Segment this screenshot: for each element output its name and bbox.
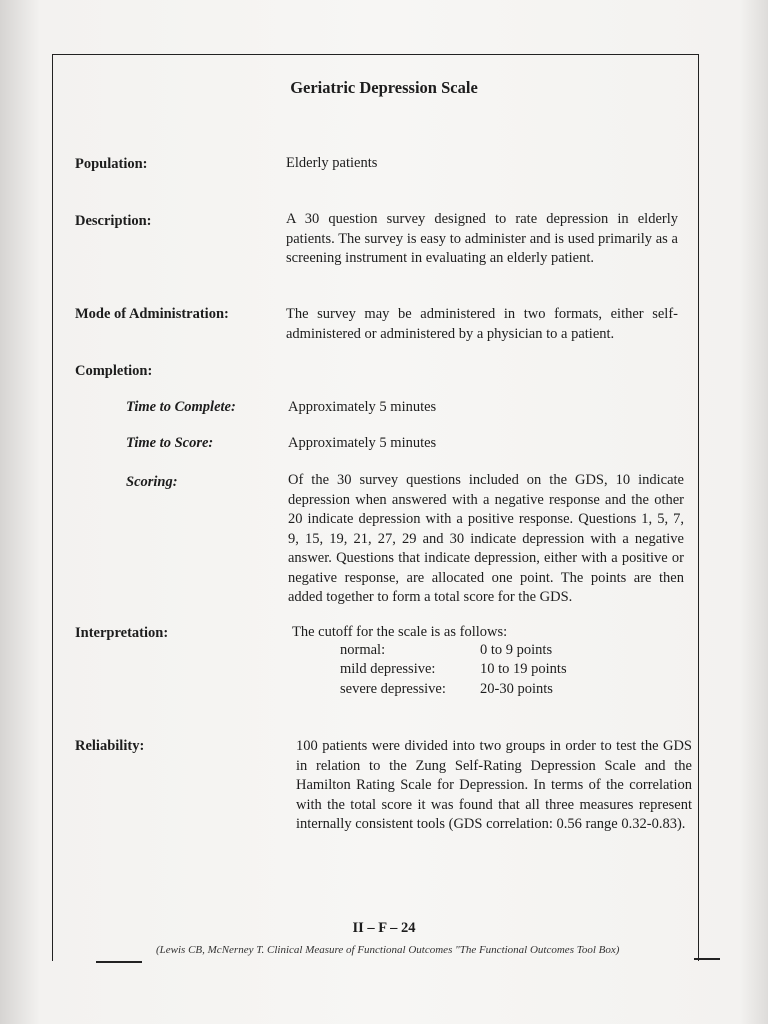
interpretation-category: mild depressive: bbox=[340, 661, 436, 677]
time-to-complete-label: Time to Complete: bbox=[126, 399, 236, 415]
interpretation-category: severe depressive: bbox=[340, 681, 446, 697]
scoring-label: Scoring: bbox=[126, 474, 178, 490]
interpretation-category: normal: bbox=[340, 642, 386, 658]
source-citation: (Lewis CB, McNerney T. Clinical Measure of Functional Outcomes "The Functional Outcomes Tool Box) bbox=[156, 944, 620, 956]
time-to-score-label: Time to Score: bbox=[126, 435, 214, 451]
reliability-text: 100 patients were divided into two groups in order to test the GDS in relation to the Zung Self-Rating Depression Scale and the Hamilton Rating Scale for Depression. In terms of the correlation with the total score it was found that all three measures represent internally consistent tools (GDS correlation: 0.56 range 0.32-0.83). bbox=[296, 738, 692, 832]
interpretation-range: 10 to 19 points bbox=[480, 661, 567, 677]
scoring-text: Of the 30 survey questions included on the GDS, 10 indicate depression when answered with a negative response and the other 20 indicate depression with a positive response. Questions 1, 5, 7, 9, 15, 19, 21, 27, 29 and 30 indicate depression with a negative answer. Questions that indicate depression, either with a positive or negative response, are allocated one point. The points are then added together to form a total score for the GDS. bbox=[288, 472, 684, 605]
time-to-score-value: Approximately 5 minutes bbox=[288, 435, 437, 451]
time-to-complete-value: Approximately 5 minutes bbox=[288, 399, 437, 415]
interpretation-range: 0 to 9 points bbox=[480, 642, 553, 658]
interpretation-row bbox=[340, 661, 567, 678]
completion-label: Completion: bbox=[75, 363, 153, 379]
reliability-label: Reliability: bbox=[75, 738, 145, 754]
bottom-rule bbox=[96, 961, 142, 963]
interpretation-label: Interpretation: bbox=[75, 625, 169, 641]
interpretation-row bbox=[340, 642, 552, 659]
interpretation-range: 20-30 points bbox=[480, 681, 553, 697]
interpretation-intro: The cutoff for the scale is as follows: bbox=[292, 624, 508, 640]
page-title: Geriatric Depression Scale bbox=[290, 78, 478, 97]
page-number: II – F – 24 bbox=[352, 920, 416, 936]
population-text: Elderly patients bbox=[286, 155, 378, 171]
interpretation-row bbox=[340, 681, 553, 698]
population-label: Population: bbox=[75, 156, 148, 172]
administration-label: Mode of Administration: bbox=[75, 306, 229, 322]
description-label: Description: bbox=[75, 213, 152, 229]
description-text: A 30 question survey designed to rate depression in elderly patients. The survey is easy to administer and is used primarily as a screening instrument in evaluating an elderly patient. bbox=[286, 211, 678, 266]
bottom-rule bbox=[694, 958, 720, 960]
administration-text: The survey may be administered in two formats, either self-administered or administered by a physician to a patient. bbox=[286, 306, 678, 342]
